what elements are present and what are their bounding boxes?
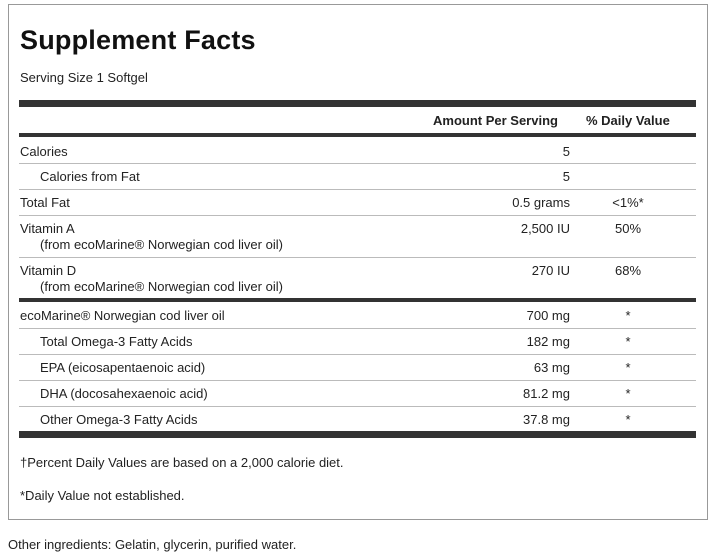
table-row: [19, 258, 696, 298]
page-title: Supplement Facts: [20, 25, 256, 55]
row-amount: 182 mg: [526, 334, 570, 349]
table-row: [19, 216, 696, 258]
top-divider: [19, 100, 696, 107]
table-row: [19, 407, 696, 431]
table-row: [19, 138, 696, 164]
row-amount: 5: [562, 144, 570, 159]
row-dv: *: [625, 412, 631, 427]
row-name: DHA (docosahexaenoic acid): [40, 386, 208, 401]
row-name: Total Fat: [20, 195, 70, 210]
row-source: (from ecoMarine® Norwegian cod liver oil): [40, 279, 283, 294]
bottom-divider: [19, 431, 696, 438]
row-amount: 5: [562, 169, 570, 184]
row-amount: 37.8 mg: [523, 412, 570, 427]
serving-size: Serving Size 1 Softgel: [20, 70, 148, 85]
percent-footnote: †Percent Daily Values are based on a 2,000 calorie diet.: [20, 455, 344, 470]
row-dv: 68%: [614, 263, 642, 278]
supplement-facts-panel: [8, 4, 708, 520]
row-name: Calories from Fat: [40, 169, 140, 184]
row-dv: *: [625, 334, 631, 349]
table-row: [19, 302, 696, 329]
row-dv: *: [625, 386, 631, 401]
row-name: Other Omega-3 Fatty Acids: [40, 412, 198, 427]
row-dv: *: [625, 308, 631, 323]
other-ingredients: Other ingredients: Gelatin, glycerin, purified water.: [8, 537, 297, 552]
row-name: ecoMarine® Norwegian cod liver oil: [20, 308, 225, 323]
row-amount: 270 IU: [531, 263, 570, 278]
row-dv: 50%: [614, 221, 642, 236]
row-name: Total Omega-3 Fatty Acids: [40, 334, 193, 349]
row-name: Vitamin D: [20, 263, 77, 278]
table-row: [19, 381, 696, 407]
row-source: (from ecoMarine® Norwegian cod liver oil): [40, 237, 283, 252]
table-row: [19, 164, 696, 190]
row-dv: *: [625, 360, 631, 375]
table-row: [19, 329, 696, 355]
dv-footnote: *Daily Value not established.: [20, 488, 185, 503]
table-row: [19, 355, 696, 381]
header-divider: [19, 133, 696, 137]
row-name: EPA (eicosapentaenoic acid): [40, 360, 206, 375]
row-name: Calories: [20, 144, 68, 159]
row-dv: <1%*: [612, 195, 644, 210]
amount-header: Amount Per Serving: [433, 113, 558, 128]
table-row: [19, 190, 696, 216]
daily-value-header: % Daily Value: [586, 113, 670, 128]
row-name: Vitamin A: [20, 221, 75, 236]
row-amount: 0.5 grams: [512, 195, 570, 210]
row-amount: 2,500 IU: [520, 221, 570, 236]
row-amount: 81.2 mg: [523, 386, 570, 401]
row-amount: 700 mg: [526, 308, 570, 323]
row-amount: 63 mg: [533, 360, 570, 375]
